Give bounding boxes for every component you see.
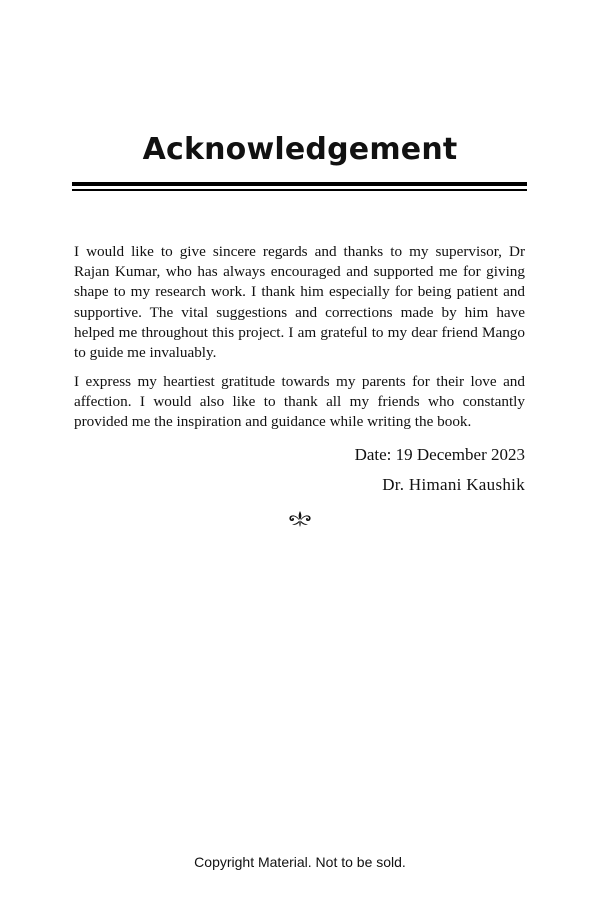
- paragraph-2: I express my heartiest gratitude towards my parents for their love and affection. I would also like to thank all my friends who constantly provided me the inspiration and guidance while writing the book.: [74, 373, 525, 431]
- copyright-footer: Copyright Material. Not to be sold.: [194, 854, 406, 870]
- paragraph-1: I would like to give sincere regards and thanks to my supervisor, Dr Rajan Kumar, who has always encouraged and supported me for giving shape to my research work. I thank him especially for being patient and supportive. The vital suggestions and corrections made by him have helped me throughout this project. I am grateful to my dear friend Mango to guide me invaluably.: [74, 243, 525, 362]
- signature-author: Dr. Himani Kaushik: [382, 475, 525, 494]
- title-rule-thick: [72, 182, 527, 186]
- title-rule-thin: [72, 189, 527, 191]
- page-title: Acknowledgement: [142, 132, 458, 167]
- fleuron-icon: [287, 510, 313, 528]
- signature-date: Date: 19 December 2023: [354, 445, 525, 464]
- acknowledgement-body: [74, 242, 525, 441]
